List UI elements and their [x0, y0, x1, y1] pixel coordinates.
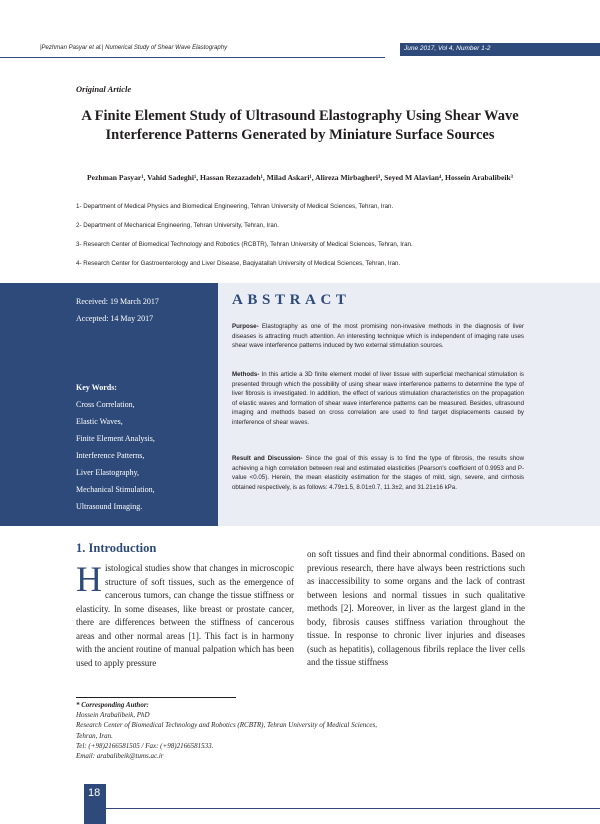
methods-text: In this article a 3D finite element model of liver tissue with superficial mechanical stimulation is presented through which the possibility of using shear wave interference patterns to determine the type of liver fibrosis is investigated. In addition, the effect of various stimulation characteristics on the propagation of elastic waves and formation of shear wave interference patterns can be measured. Besides, ultrasound imaging and methods based on cross correlation are used to find target displacements caused by interference of shear waves.	[232, 371, 524, 426]
article-type: Original Article	[76, 84, 132, 94]
corresponding-author	[76, 700, 556, 761]
corresponding-city: Tehran, Iran.	[76, 731, 113, 740]
section-heading: 1. Introduction	[76, 541, 157, 555]
corresponding-name: Hossein Arabalibeik, PhD	[76, 711, 150, 720]
intro-text-right: on soft tissues and find their abnormal conditions. Based on previous research, there have always been restrictions such as inaccessibility to some organs and the lack of contrast between lesions and normal tissues in such qualitative methods [2]. Moreover, in liver as the largest gland in the body, fibrosis causes stiffness variation throughout the tissue. In response to chronic liver injuries and diseases (such as hepatitis), collagenous fibrils replace the liver cells and the tissue stiffness	[307, 549, 525, 667]
article-title: A Finite Element Study of Ultrasound Elastography Using Shear Wave Interference Patterns Generated by Miniature Surface Sources	[81, 108, 519, 143]
received-date: Received: 19 March 2017	[76, 297, 159, 306]
keyword-item: Cross Correlation,	[76, 400, 135, 409]
affiliation-3: 3- Research Center of Biomedical Technology and Robotics (RCBTR), Tehran University of Medical Sciences, Tehran, Iran.	[76, 241, 413, 248]
keywords-heading: Key Words:	[76, 383, 117, 392]
corresponding-phone: Tel: (+98)2166581505 / Fax: (+98)2166581533.	[76, 741, 214, 750]
affiliation-2: 2- Department of Mechanical Engineering, Tehran University, Tehran, Iran.	[76, 222, 279, 229]
body-column-right	[307, 548, 525, 704]
keyword-item: Finite Element Analysis,	[76, 434, 155, 443]
keyword-item: Interference Patterns,	[76, 451, 145, 460]
purpose-label: Purpose-	[232, 323, 259, 330]
affiliation-1: 1- Department of Medical Physics and Biomedical Engineering, Tehran University of Medical Sciences, Tehran, Iran.	[76, 203, 394, 210]
intro-text-left: istological studies show that changes in microscopic structure of soft tissues, such as the emergence of cancerous tumors, can change the tissue stiffness or elasticity. In some diseases, like breast or prostate cancer, there are differences between the stiffness of cancerous areas and other normal areas [1]. This fact is in harmony with the ancient routine of manual palpation which has been used to apply pressure	[76, 563, 294, 668]
corresponding-address: Research Center of Biomedical Technology and Robotics (RCBTR), Tehran University of Medical Sciences,	[76, 721, 377, 730]
issue-info: June 2017, Vol 4, Number 1-2	[404, 45, 491, 52]
accepted-date: Accepted: 14 May 2017	[76, 314, 154, 323]
affiliation-4: 4- Research Center for Gastroenterology and Liver Disease, Baqiyatallah University of Medical Sciences, Tehran, Iran.	[76, 260, 401, 267]
page-number: 18	[88, 787, 101, 799]
corresponding-email: Email: arabalibeik@tums.ac.ir	[76, 752, 164, 761]
corresponding-label: * Corresponding Author:	[76, 701, 149, 709]
keyword-item: Mechanical Stimulation,	[76, 485, 155, 494]
abstract-heading: ABSTRACT	[232, 292, 351, 308]
footnote-rule	[76, 697, 236, 698]
drop-cap: H	[76, 562, 102, 599]
keyword-item: Ultrasound Imaging.	[76, 502, 143, 511]
purpose-text: Elastography as one of the most promising non-invasive methods in the diagnosis of liver diseases is attracting much attention. An interesting technique which is independent of imaging rate uses shear wave interference patterns induced by two external stimulation sources.	[232, 323, 524, 350]
body-column-left	[76, 562, 294, 704]
author-list: Pezhman Pasyar¹, Vahid Sadeghi¹, Hassan Rezazadeh¹, Milad Askari¹, Alireza Mirbagheri³, Seyed M Alavian⁴, Hossein Arabalibeik³	[87, 173, 513, 182]
methods-label: Methods-	[232, 371, 260, 378]
results-text: Since the goal of this essay is to find the type of fibrosis, the results show achieving a high correlation between real and estimated elasticities (Pearson's coefficient of 0.9953 and P-value <0.05). Herein, the mean elasticity estimation for the stages of mild, sign, severe, and cirrhosis obtained respectively, is as follows: 4.79±1.5, 8.01±0.7, 11.3±2, and 31.21±16 kPa.	[232, 455, 525, 491]
abstract-results	[232, 454, 524, 492]
abstract-methods	[232, 370, 524, 428]
keyword-item: Liver Elastography,	[76, 468, 140, 477]
results-label: Result and Discussion-	[232, 455, 303, 462]
abstract-purpose	[232, 322, 524, 351]
keyword-item: Elastic Waves,	[76, 417, 123, 426]
footer-rule	[106, 808, 600, 809]
running-title: |Pezhman Pasyar et al.| Numerical Study of Shear Wave Elastography	[40, 45, 228, 51]
